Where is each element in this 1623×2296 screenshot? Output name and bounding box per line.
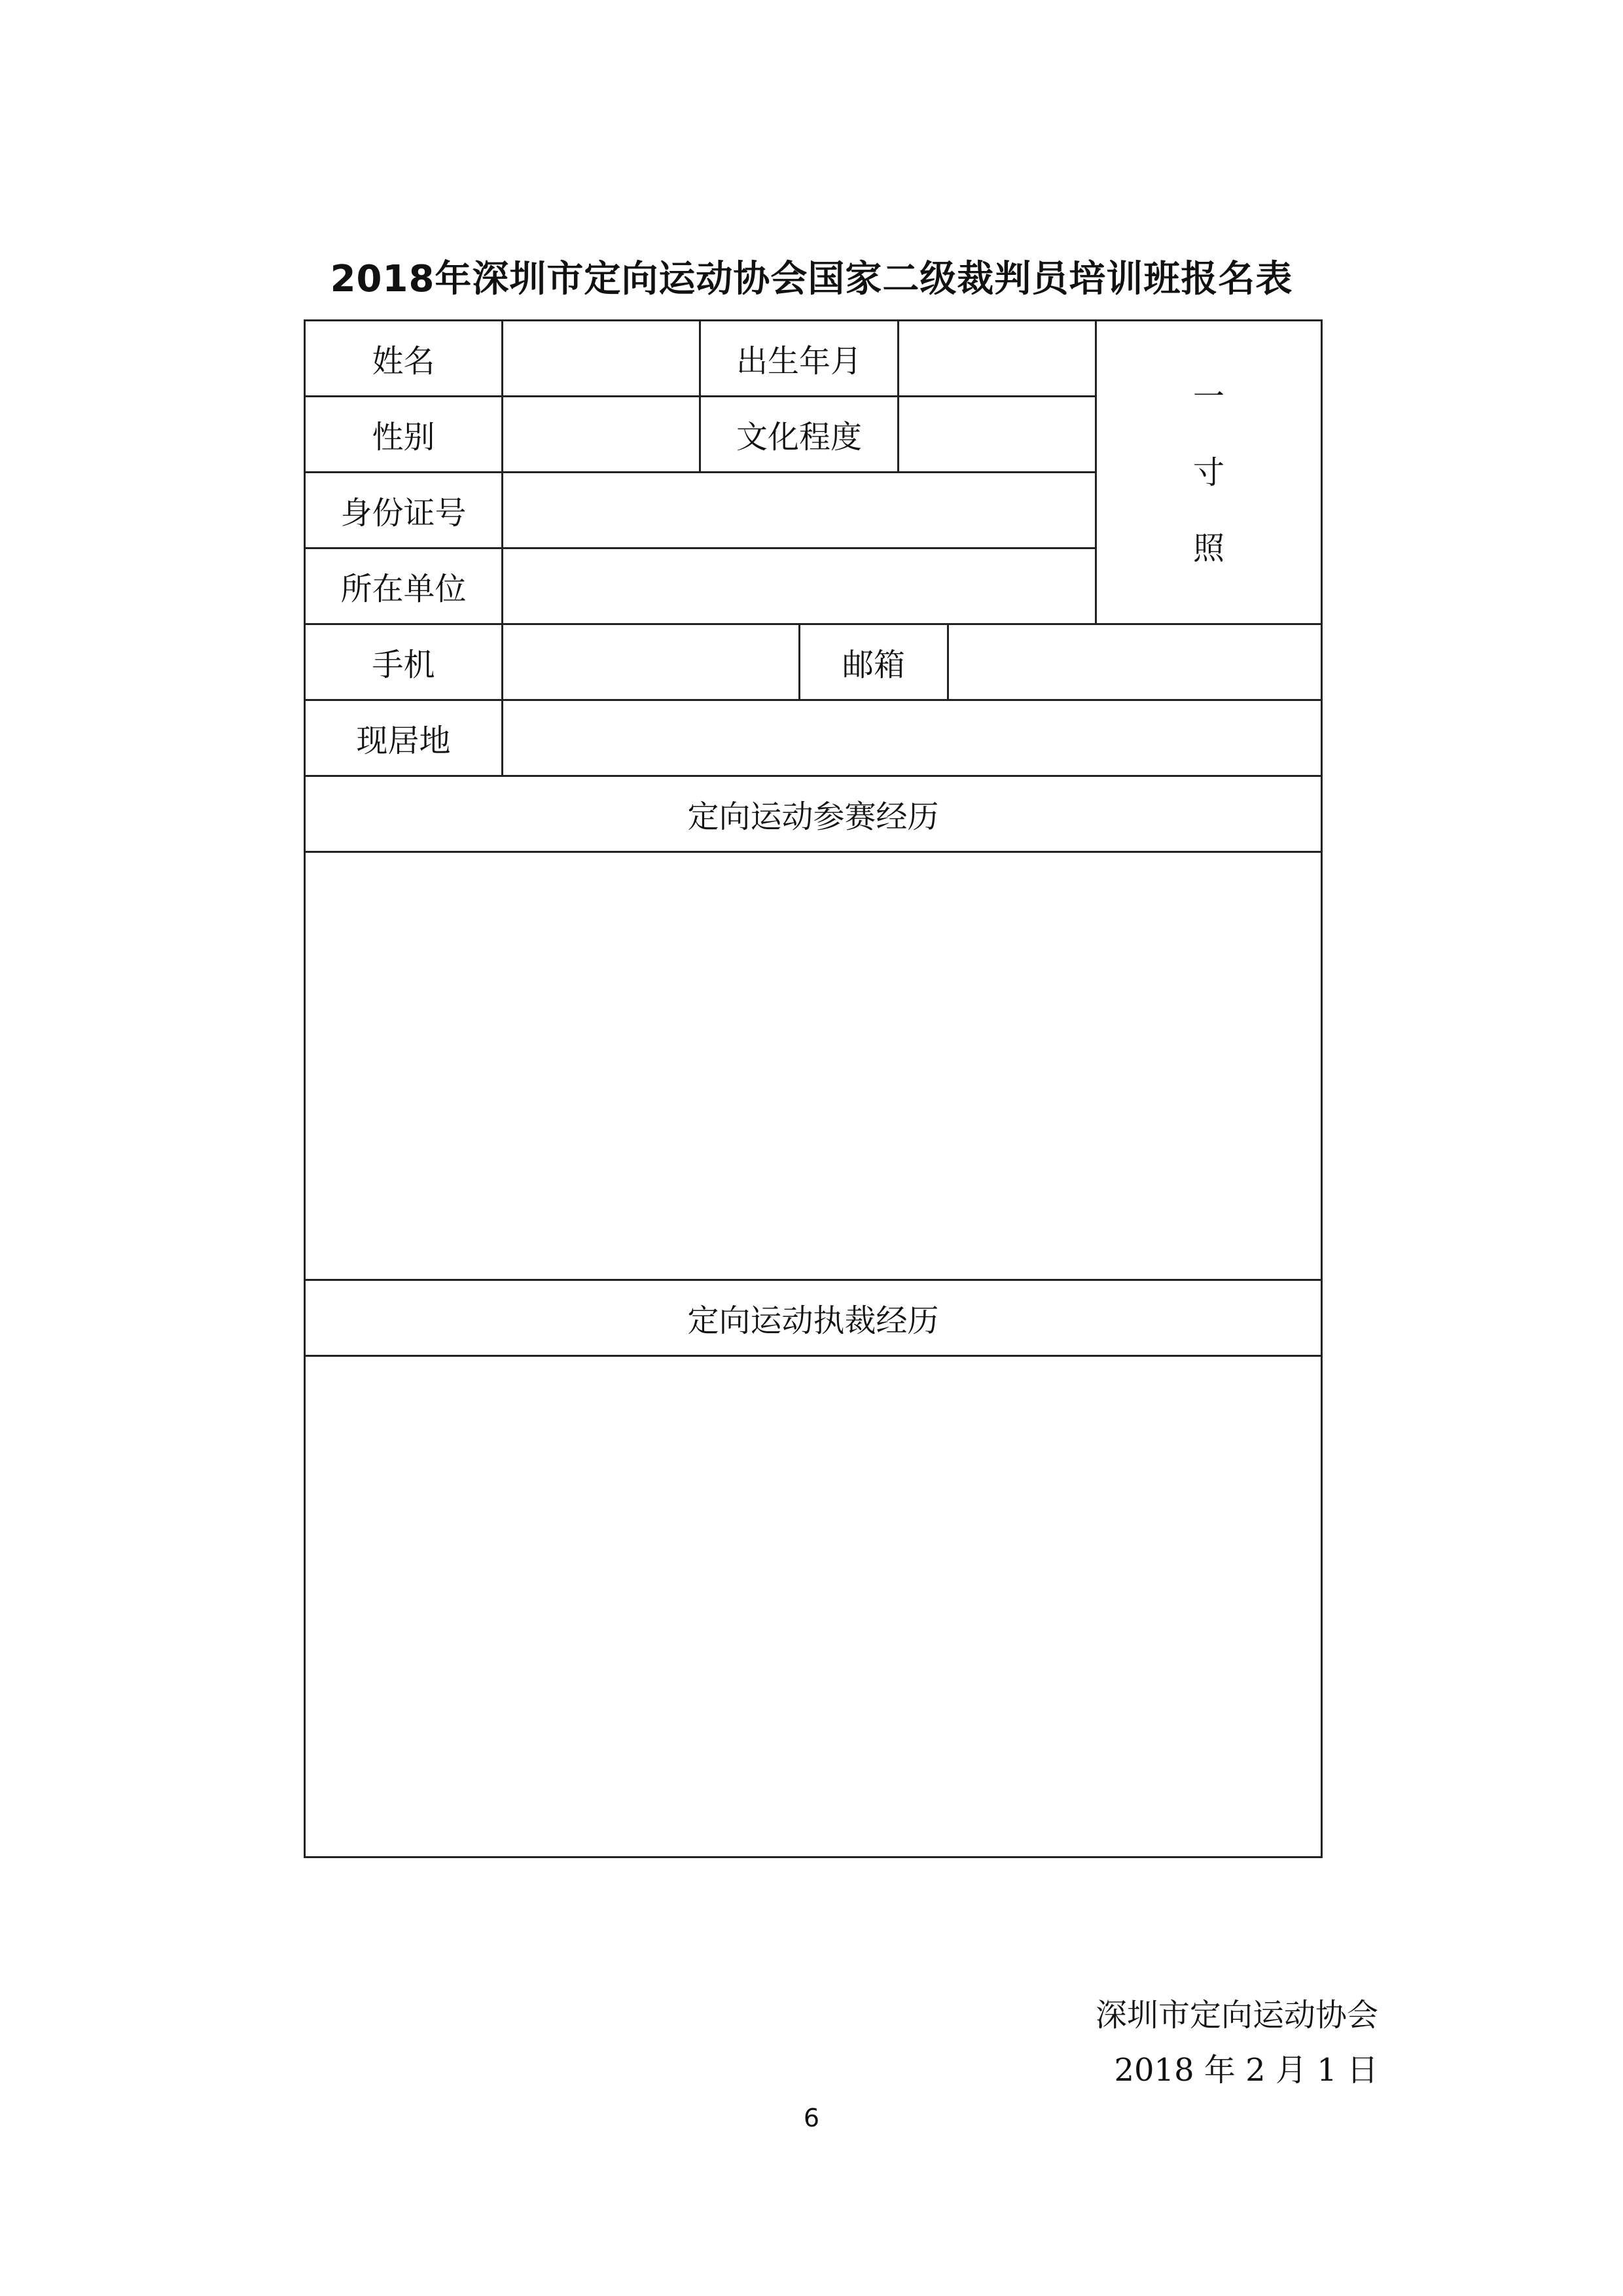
field-referee-history[interactable] xyxy=(305,1356,1322,1857)
footer-date: 2018 年 2 月 1 日 xyxy=(1114,2052,1378,2089)
field-residence[interactable] xyxy=(503,700,1322,776)
photo-char-1: 一 xyxy=(1193,378,1225,415)
footer-organization: 深圳市定向运动协会 xyxy=(1095,1997,1378,2034)
field-gender[interactable] xyxy=(503,397,700,473)
row-referee-header xyxy=(305,1280,1322,1356)
row-referee-area xyxy=(305,1356,1322,1857)
label-phone: 手机 xyxy=(305,624,503,700)
photo-char-3: 照 xyxy=(1193,529,1225,567)
field-phone[interactable] xyxy=(503,624,800,700)
label-birth: 出生年月 xyxy=(700,321,899,397)
label-work-unit: 所在单位 xyxy=(305,548,503,624)
field-education[interactable] xyxy=(899,397,1096,473)
photo-placeholder[interactable] xyxy=(1096,321,1322,624)
label-gender: 性别 xyxy=(305,397,503,473)
label-id-number: 身份证号 xyxy=(305,473,503,548)
photo-char-2: 寸 xyxy=(1193,454,1225,491)
page-number: 6 xyxy=(803,2104,820,2132)
field-competition-history[interactable] xyxy=(305,852,1322,1280)
label-education: 文化程度 xyxy=(700,397,899,473)
row-residence xyxy=(305,700,1322,776)
label-residence: 现居地 xyxy=(305,700,503,776)
row-name-birth xyxy=(305,321,1322,397)
label-name: 姓名 xyxy=(305,321,503,397)
row-competition-area xyxy=(305,852,1322,1280)
document-title: 2018年深圳市定向运动协会国家二级裁判员培训班报名表 xyxy=(330,258,1293,300)
section-header-competition: 定向运动参赛经历 xyxy=(305,776,1322,852)
registration-form-table xyxy=(304,319,1323,1858)
field-name[interactable] xyxy=(503,321,700,397)
row-competition-header xyxy=(305,776,1322,852)
field-work-unit[interactable] xyxy=(503,548,1096,624)
row-phone-email xyxy=(305,624,1322,700)
label-email: 邮箱 xyxy=(800,624,948,700)
field-id-number[interactable] xyxy=(503,473,1096,548)
field-email[interactable] xyxy=(948,624,1322,700)
field-birth[interactable] xyxy=(899,321,1096,397)
section-header-referee: 定向运动执裁经历 xyxy=(305,1280,1322,1356)
